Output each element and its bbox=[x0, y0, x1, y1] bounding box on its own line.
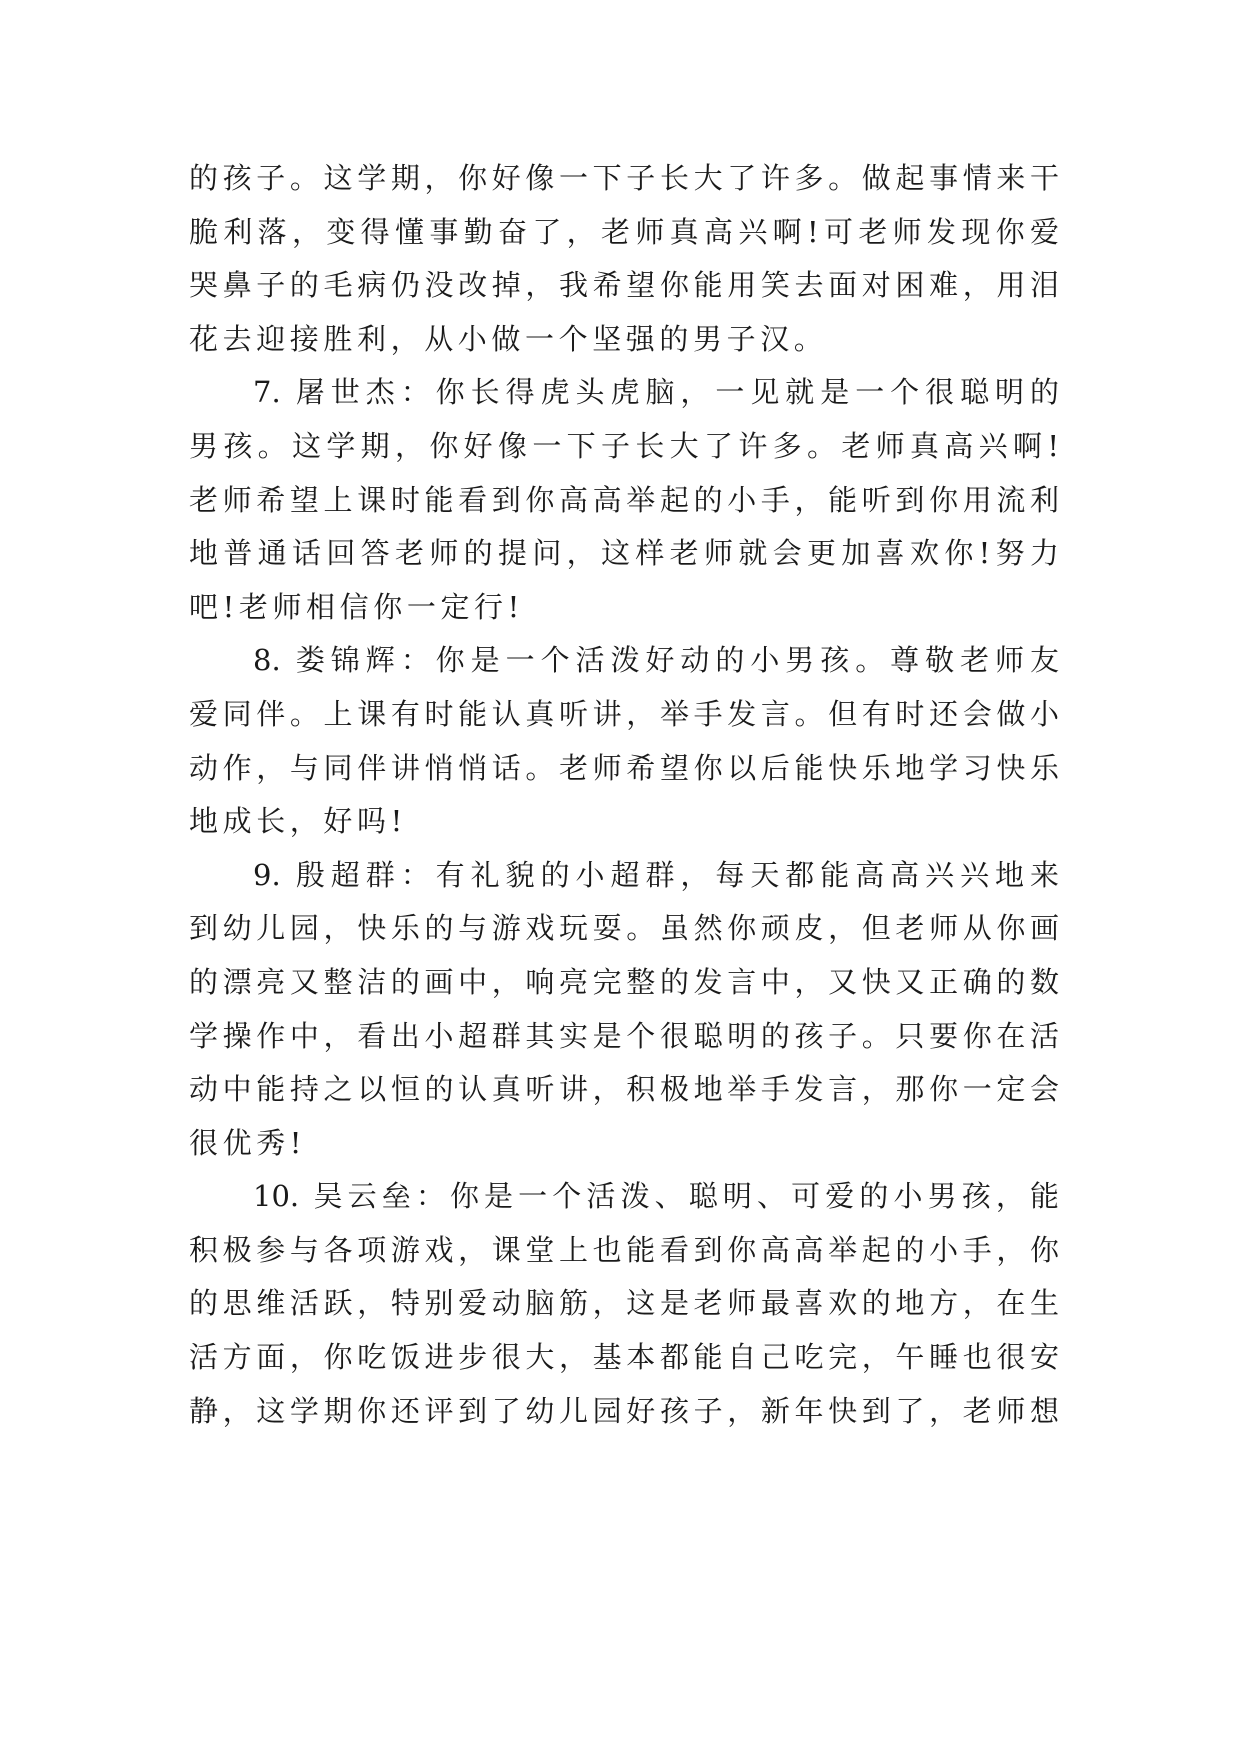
text-line: 吧!老师相信你一定行! bbox=[189, 589, 524, 624]
text-line: 活方面，你吃饭进步很大，基本都能自己吃完，午睡也很安 bbox=[189, 1340, 1059, 1375]
text-line: 老师希望上课时能看到你高高举起的小手，能听到你用流利 bbox=[189, 482, 1059, 517]
text-line: 爱同伴。上课有时能认真听讲，举手发言。但有时还会做小 bbox=[189, 696, 1059, 731]
text-line: 的漂亮又整洁的画中，响亮完整的发言中，又快又正确的数 bbox=[189, 964, 1059, 999]
text-line: 哭鼻子的毛病仍没改掉，我希望你能用笑去面对困难，用泪 bbox=[189, 268, 1059, 303]
text-line: 的思维活跃，特别爱动脑筋，这是老师最喜欢的地方，在生 bbox=[189, 1286, 1059, 1321]
text-line: 地普通话回答老师的提问，这样老师就会更加喜欢你!努力 bbox=[189, 536, 1059, 571]
text-line: 花去迎接胜利，从小做一个坚强的男子汉。 bbox=[189, 321, 828, 356]
text-line: 脆利落，变得懂事勤奋了，老师真高兴啊!可老师发现你爱 bbox=[189, 214, 1059, 249]
text-line: 很优秀! bbox=[189, 1125, 307, 1160]
text-line: 的孩子。这学期，你好像一下子长大了许多。做起事情来干 bbox=[189, 161, 1059, 195]
document-body bbox=[189, 152, 1059, 1438]
text-line: 男孩。这学期，你好像一下子长大了许多。老师真高兴啊! bbox=[189, 428, 1059, 463]
paragraph-8-start: 8. 娄锦辉：你是一个活泼好动的小男孩。尊敬老师友 bbox=[253, 643, 1059, 678]
text-line: 动作，与同伴讲悄悄话。老师希望你以后能快乐地学习快乐 bbox=[189, 750, 1059, 785]
text-line: 学操作中，看出小超群其实是个很聪明的孩子。只要你在活 bbox=[189, 1018, 1059, 1053]
text-line: 静，这学期你还评到了幼儿园好孩子，新年快到了，老师想 bbox=[189, 1393, 1059, 1428]
text-line: 到幼儿园，快乐的与游戏玩耍。虽然你顽皮，但老师从你画 bbox=[189, 911, 1059, 946]
paragraph-10-start: 10. 吴云垒：你是一个活泼、聪明、可爱的小男孩，能 bbox=[253, 1179, 1059, 1214]
text-line: 地成长，好吗! bbox=[189, 804, 407, 839]
paragraph-9-start: 9. 殷超群：有礼貌的小超群，每天都能高高兴兴地来 bbox=[253, 857, 1059, 892]
paragraph-7-start: 7. 屠世杰：你长得虎头虎脑，一见就是一个很聪明的 bbox=[253, 375, 1059, 410]
text-line: 积极参与各项游戏，课堂上也能看到你高高举起的小手，你 bbox=[189, 1232, 1059, 1267]
text-line: 动中能持之以恒的认真听讲，积极地举手发言，那你一定会 bbox=[189, 1072, 1059, 1107]
